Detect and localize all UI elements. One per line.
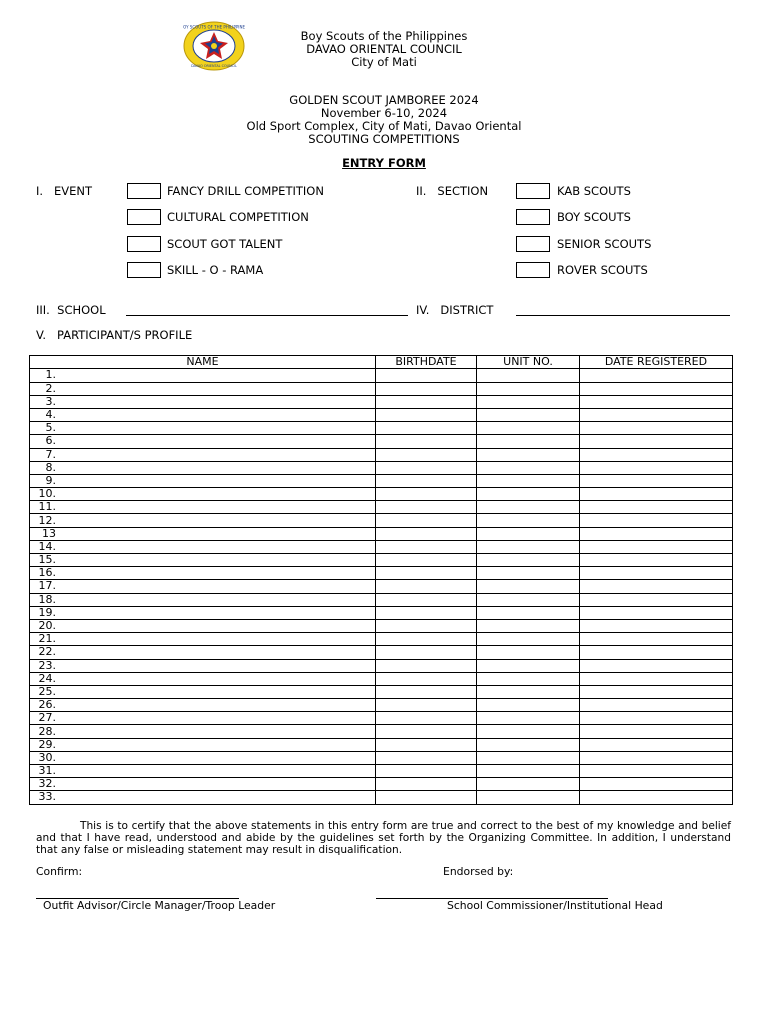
unit-no-cell[interactable] [477, 712, 580, 725]
event-option-fancy-drill: FANCY DRILL COMPETITION [167, 184, 324, 198]
table-row [30, 659, 733, 672]
table-row [30, 369, 733, 382]
table-row [30, 408, 733, 421]
unit-no-cell[interactable] [477, 408, 580, 421]
birthdate-cell[interactable] [376, 395, 477, 408]
event-subtitle: SCOUTING COMPETITIONS [308, 132, 460, 146]
table-row [30, 633, 733, 646]
unit-no-cell[interactable] [477, 448, 580, 461]
birthdate-cell[interactable] [376, 672, 477, 685]
birthdate-cell[interactable] [376, 659, 477, 672]
participants-table [29, 355, 733, 805]
right-signatory-title: School Commissioner/Institutional Head [447, 899, 663, 912]
event-dates: November 6-10, 2024 [320, 106, 448, 120]
profile-label: V. PARTICIPANT/S PROFILE [36, 328, 193, 342]
birthdate-cell[interactable] [376, 461, 477, 474]
event-checkbox-skill-o-rama[interactable] [127, 262, 161, 278]
event-checkbox-talent[interactable] [127, 236, 161, 252]
logo-bottom-text: DAVAO ORIENTAL COUNCIL [191, 64, 237, 68]
name-cell[interactable] [30, 474, 376, 487]
row-number: 6. [45, 434, 56, 448]
unit-no-cell[interactable] [477, 422, 580, 435]
date-registered-cell[interactable] [580, 646, 733, 659]
table-row [30, 567, 733, 580]
name-cell[interactable] [30, 461, 376, 474]
table-row [30, 685, 733, 698]
birthdate-cell[interactable] [376, 778, 477, 791]
birthdate-cell[interactable] [376, 646, 477, 659]
row-number: 22. [38, 645, 56, 659]
birthdate-cell[interactable] [376, 540, 477, 553]
name-cell[interactable] [30, 685, 376, 698]
unit-no-cell[interactable] [477, 488, 580, 501]
birthdate-cell[interactable] [376, 474, 477, 487]
date-registered-cell[interactable] [580, 672, 733, 685]
name-cell[interactable] [30, 369, 376, 382]
date-registered-cell[interactable] [580, 461, 733, 474]
name-cell[interactable] [30, 606, 376, 619]
name-cell[interactable] [30, 765, 376, 778]
date-registered-cell[interactable] [580, 593, 733, 606]
district-field[interactable] [516, 315, 730, 316]
table-row [30, 672, 733, 685]
school-label: III. SCHOOL [36, 303, 106, 317]
birthdate-cell[interactable] [376, 619, 477, 632]
date-registered-cell[interactable] [580, 765, 733, 778]
unit-no-cell[interactable] [477, 791, 580, 804]
name-cell[interactable] [30, 633, 376, 646]
birthdate-cell[interactable] [376, 765, 477, 778]
name-cell[interactable] [30, 422, 376, 435]
table-row [30, 593, 733, 606]
event-option-talent: SCOUT GOT TALENT [167, 237, 283, 251]
certification-text: This is to certify that the above statements in this entry form are true and correct to the best of my knowledge and belief and that I have read, understood and abide by the guidelines set forth by the Organizing Committee. In addition, I understand that any false or misleading statement may result in disqualification. [36, 820, 731, 856]
row-number: 1. [45, 368, 56, 382]
name-cell[interactable] [30, 738, 376, 751]
birthdate-cell[interactable] [376, 567, 477, 580]
header-date-registered: DATE REGISTERED [580, 356, 733, 369]
name-cell[interactable] [30, 791, 376, 804]
table-row [30, 382, 733, 395]
unit-no-cell[interactable] [477, 738, 580, 751]
row-number: 16. [38, 566, 56, 580]
district-label: IV. DISTRICT [416, 303, 494, 317]
birthdate-cell[interactable] [376, 580, 477, 593]
unit-no-cell[interactable] [477, 751, 580, 764]
unit-no-cell[interactable] [477, 633, 580, 646]
birthdate-cell[interactable] [376, 382, 477, 395]
name-cell[interactable] [30, 580, 376, 593]
unit-no-cell[interactable] [477, 514, 580, 527]
date-registered-cell[interactable] [580, 540, 733, 553]
row-number: 27. [38, 711, 56, 725]
name-cell[interactable] [30, 659, 376, 672]
org-name: Boy Scouts of the Philippines [300, 29, 468, 43]
name-cell[interactable] [30, 712, 376, 725]
table-row [30, 725, 733, 738]
table-row [30, 765, 733, 778]
section-option-senior: SENIOR SCOUTS [557, 237, 652, 251]
unit-no-cell[interactable] [477, 540, 580, 553]
date-registered-cell[interactable] [580, 527, 733, 540]
section-checkbox-kab[interactable] [516, 183, 550, 199]
unit-no-cell[interactable] [477, 765, 580, 778]
row-number: 9. [45, 473, 56, 487]
event-checkbox-fancy-drill[interactable] [127, 183, 161, 199]
table-row [30, 751, 733, 764]
table-row [30, 791, 733, 804]
unit-no-cell[interactable] [477, 619, 580, 632]
unit-no-cell[interactable] [477, 685, 580, 698]
unit-no-cell[interactable] [477, 699, 580, 712]
name-cell[interactable] [30, 725, 376, 738]
name-cell[interactable] [30, 567, 376, 580]
name-cell[interactable] [30, 646, 376, 659]
table-row [30, 646, 733, 659]
name-cell[interactable] [30, 672, 376, 685]
unit-no-cell[interactable] [477, 382, 580, 395]
table-row [30, 461, 733, 474]
unit-no-cell[interactable] [477, 672, 580, 685]
unit-no-cell[interactable] [477, 725, 580, 738]
date-registered-cell[interactable] [580, 778, 733, 791]
section-checkbox-senior[interactable] [516, 236, 550, 252]
row-number: 26. [38, 698, 56, 712]
date-registered-cell[interactable] [580, 567, 733, 580]
event-label: I. EVENT [36, 184, 93, 198]
name-cell[interactable] [30, 408, 376, 421]
row-number: 8. [45, 460, 56, 474]
section-checkbox-rover[interactable] [516, 262, 550, 278]
date-registered-cell[interactable] [580, 619, 733, 632]
date-registered-cell[interactable] [580, 699, 733, 712]
name-cell[interactable] [30, 488, 376, 501]
date-registered-cell[interactable] [580, 633, 733, 646]
table-row [30, 488, 733, 501]
table-row [30, 474, 733, 487]
unit-no-cell[interactable] [477, 369, 580, 382]
logo-ring-text: BOY SCOUTS OF THE PHILIPPINES [183, 24, 245, 30]
table-header-row [30, 356, 733, 369]
birthdate-cell[interactable] [376, 488, 477, 501]
unit-no-cell[interactable] [477, 527, 580, 540]
birthdate-cell[interactable] [376, 685, 477, 698]
unit-no-cell[interactable] [477, 395, 580, 408]
city-name: City of Mati [351, 55, 417, 69]
row-number: 15. [38, 553, 56, 567]
council-name: DAVAO ORIENTAL COUNCIL [306, 42, 462, 56]
row-number: 23. [38, 658, 56, 672]
row-number: 14. [38, 539, 56, 553]
date-registered-cell[interactable] [580, 580, 733, 593]
row-number: 28. [38, 724, 56, 738]
date-registered-cell[interactable] [580, 554, 733, 567]
table-row [30, 738, 733, 751]
row-number: 24. [38, 671, 56, 685]
birthdate-cell[interactable] [376, 514, 477, 527]
section-option-rover: ROVER SCOUTS [557, 263, 648, 277]
row-number: 13 [42, 526, 56, 540]
name-cell[interactable] [30, 699, 376, 712]
name-cell[interactable] [30, 514, 376, 527]
birthdate-cell[interactable] [376, 633, 477, 646]
unit-no-cell[interactable] [477, 580, 580, 593]
unit-no-cell[interactable] [477, 554, 580, 567]
birthdate-cell[interactable] [376, 593, 477, 606]
name-cell[interactable] [30, 448, 376, 461]
birthdate-cell[interactable] [376, 712, 477, 725]
name-cell[interactable] [30, 382, 376, 395]
date-registered-cell[interactable] [580, 435, 733, 448]
row-number: 31. [38, 764, 56, 778]
birthdate-cell[interactable] [376, 527, 477, 540]
unit-no-cell[interactable] [477, 606, 580, 619]
table-row [30, 778, 733, 791]
date-registered-cell[interactable] [580, 751, 733, 764]
unit-no-cell[interactable] [477, 567, 580, 580]
unit-no-cell[interactable] [477, 435, 580, 448]
name-cell[interactable] [30, 527, 376, 540]
birthdate-cell[interactable] [376, 554, 477, 567]
left-signatory-title: Outfit Advisor/Circle Manager/Troop Leader [43, 899, 276, 912]
date-registered-cell[interactable] [580, 659, 733, 672]
confirm-label: Confirm: [36, 865, 83, 878]
table-row [30, 699, 733, 712]
table-row [30, 395, 733, 408]
row-number: 30. [38, 750, 56, 764]
header-name: NAME [30, 356, 376, 369]
birthdate-cell[interactable] [376, 448, 477, 461]
date-registered-cell[interactable] [580, 514, 733, 527]
date-registered-cell[interactable] [580, 369, 733, 382]
table-row [30, 712, 733, 725]
row-number: 21. [38, 632, 56, 646]
row-number: 17. [38, 579, 56, 593]
section-option-boy: BOY SCOUTS [557, 210, 631, 224]
birthdate-cell[interactable] [376, 606, 477, 619]
table-row [30, 514, 733, 527]
name-cell[interactable] [30, 395, 376, 408]
date-registered-cell[interactable] [580, 422, 733, 435]
birthdate-cell[interactable] [376, 422, 477, 435]
row-number: 19. [38, 605, 56, 619]
row-number: 25. [38, 684, 56, 698]
name-cell[interactable] [30, 540, 376, 553]
name-cell[interactable] [30, 593, 376, 606]
event-title: GOLDEN SCOUT JAMBOREE 2024 [289, 93, 479, 107]
unit-no-cell[interactable] [477, 474, 580, 487]
table-row [30, 448, 733, 461]
date-registered-cell[interactable] [580, 474, 733, 487]
row-number: 10. [38, 487, 56, 501]
row-number: 11. [38, 500, 56, 514]
name-cell[interactable] [30, 554, 376, 567]
date-registered-cell[interactable] [580, 791, 733, 804]
date-registered-cell[interactable] [580, 685, 733, 698]
date-registered-cell[interactable] [580, 738, 733, 751]
row-number: 33. [38, 790, 56, 804]
birthdate-cell[interactable] [376, 408, 477, 421]
date-registered-cell[interactable] [580, 448, 733, 461]
table-row [30, 619, 733, 632]
row-number: 12. [38, 513, 56, 527]
row-number: 5. [45, 421, 56, 435]
birthdate-cell[interactable] [376, 791, 477, 804]
event-option-skill-o-rama: SKILL - O - RAMA [167, 263, 264, 277]
birthdate-cell[interactable] [376, 725, 477, 738]
endorsed-label: Endorsed by: [443, 865, 514, 878]
unit-no-cell[interactable] [477, 659, 580, 672]
date-registered-cell[interactable] [580, 501, 733, 514]
row-number: 4. [45, 408, 56, 422]
row-number: 7. [45, 447, 56, 461]
row-number: 32. [38, 777, 56, 791]
row-number: 29. [38, 737, 56, 751]
date-registered-cell[interactable] [580, 488, 733, 501]
date-registered-cell[interactable] [580, 382, 733, 395]
unit-no-cell[interactable] [477, 593, 580, 606]
name-cell[interactable] [30, 501, 376, 514]
birthdate-cell[interactable] [376, 751, 477, 764]
row-number: 18. [38, 592, 56, 606]
name-cell[interactable] [30, 435, 376, 448]
birthdate-cell[interactable] [376, 738, 477, 751]
unit-no-cell[interactable] [477, 646, 580, 659]
date-registered-cell[interactable] [580, 606, 733, 619]
unit-no-cell[interactable] [477, 461, 580, 474]
table-row [30, 527, 733, 540]
table-row [30, 580, 733, 593]
birthdate-cell[interactable] [376, 699, 477, 712]
date-registered-cell[interactable] [580, 408, 733, 421]
header-unit-no: UNIT NO. [477, 356, 580, 369]
school-field[interactable] [126, 315, 408, 316]
table-row [30, 606, 733, 619]
unit-no-cell[interactable] [477, 501, 580, 514]
table-row [30, 422, 733, 435]
date-registered-cell[interactable] [580, 395, 733, 408]
birthdate-cell[interactable] [376, 435, 477, 448]
header-birthdate: BIRTHDATE [376, 356, 477, 369]
unit-no-cell[interactable] [477, 778, 580, 791]
event-checkbox-cultural[interactable] [127, 209, 161, 225]
row-number: 3. [45, 394, 56, 408]
table-row [30, 501, 733, 514]
birthdate-cell[interactable] [376, 501, 477, 514]
name-cell[interactable] [30, 751, 376, 764]
table-row [30, 554, 733, 567]
section-label: II. SECTION [416, 184, 489, 198]
name-cell[interactable] [30, 778, 376, 791]
form-title: ENTRY FORM [342, 156, 426, 170]
event-venue: Old Sport Complex, City of Mati, Davao Oriental [246, 119, 522, 133]
section-checkbox-boy[interactable] [516, 209, 550, 225]
table-row [30, 540, 733, 553]
date-registered-cell[interactable] [580, 712, 733, 725]
date-registered-cell[interactable] [580, 725, 733, 738]
birthdate-cell[interactable] [376, 369, 477, 382]
name-cell[interactable] [30, 619, 376, 632]
event-option-cultural: CULTURAL COMPETITION [167, 210, 309, 224]
section-option-kab: KAB SCOUTS [557, 184, 631, 198]
table-row [30, 435, 733, 448]
row-number: 20. [38, 619, 56, 633]
row-number: 2. [45, 381, 56, 395]
